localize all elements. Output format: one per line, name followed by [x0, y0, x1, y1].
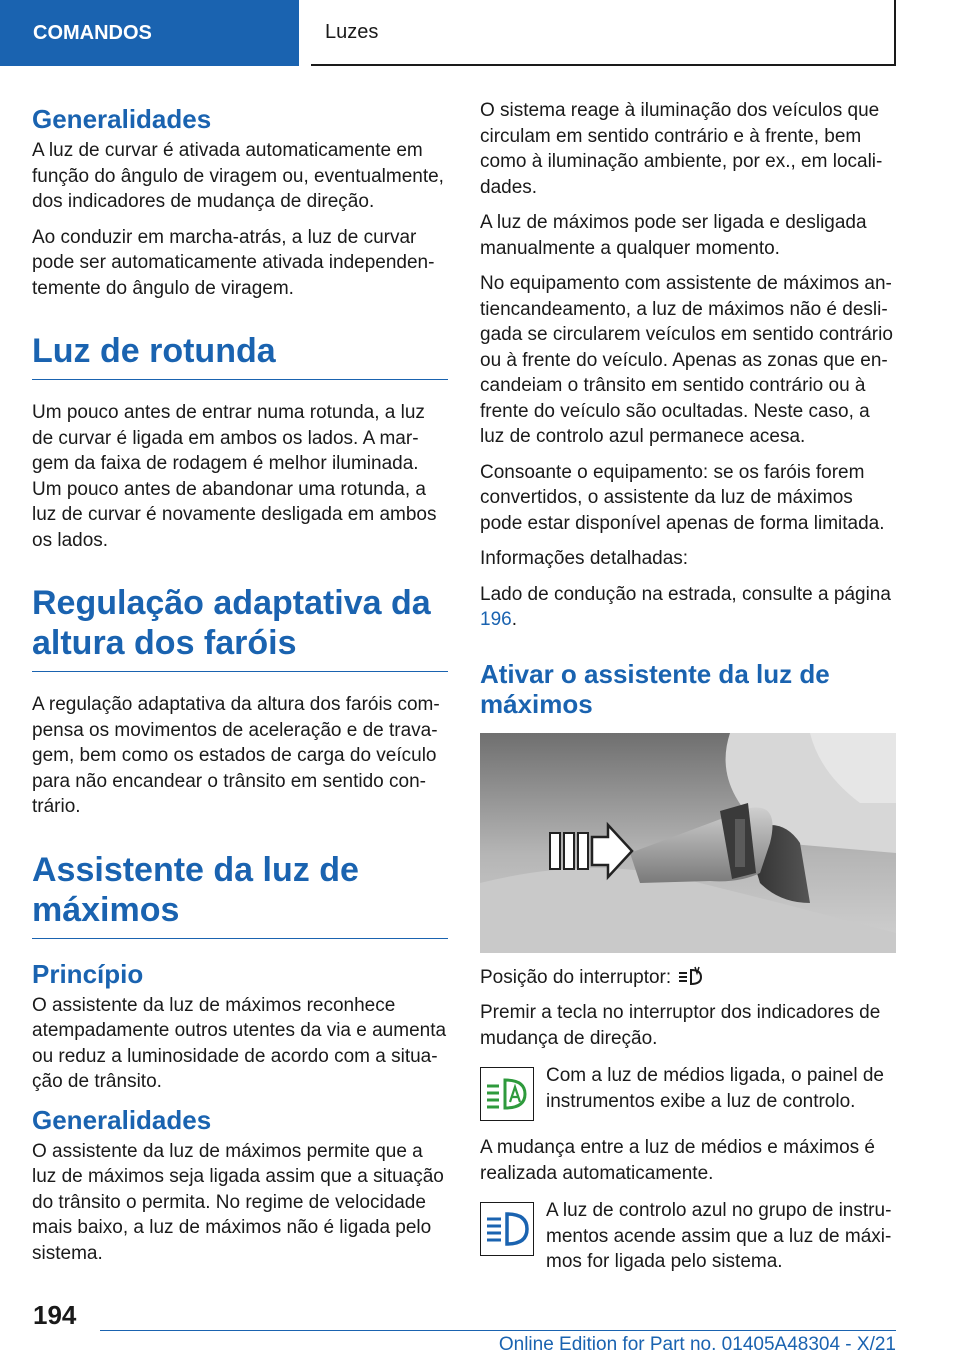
posicao-label: Posição do interruptor:: [480, 966, 672, 988]
heading-assistente-luz-maximos: Assistente da luz de máximos: [32, 850, 448, 939]
note-blue-text: A luz de controlo azul no grupo de instrumentos acende assim que a luz de máximos for ligada pelo sistema.: [546, 1200, 892, 1272]
heading-luz-de-rotunda: Luz de rotunda: [32, 331, 448, 380]
heading-principio: Princípio: [32, 958, 144, 989]
right-column: [480, 98, 896, 1289]
paragraph-premir: Premir a tecla no interruptor dos indicadores de mudança de direção.: [480, 1002, 881, 1049]
paragraph-generalidades-2: O assistente da luz de máximos permite que a luz de máximos seja ligada assim que a situação do trânsito o permita. No regime de velocidade mais baixo, a luz de máximos não é ligada pelo sistema.: [32, 1140, 444, 1264]
left-column: [32, 98, 448, 1276]
paragraph-generalidades-1b: Ao conduzir em marcha-atrás, a luz de curvar pode ser automaticamente ativada independentemente do ângulo de viragem.: [32, 226, 435, 299]
note-green-text: Com a luz de médios ligada, o painel de instrumentos exibe a luz de controlo.: [546, 1065, 884, 1112]
note-blue-indicator: [480, 1198, 896, 1275]
page-reference-link[interactable]: 196: [480, 609, 512, 630]
footer-divider: [100, 1330, 896, 1331]
paragraph-right-4: Consoante o equipamento: se os faróis forem convertidos, o assistente da luz de máximos pode estar disponível apenas de forma limitada.: [480, 461, 885, 534]
header-section-tab: [0, 0, 299, 66]
page-reference-text: Lado de condução na estrada, consulte a página: [480, 583, 891, 605]
heading-generalidades-2: Generalidades: [32, 1104, 212, 1135]
high-beam-assistant-switch-icon: [677, 966, 705, 988]
header-section-label: COMANDOS: [33, 21, 152, 44]
paragraph-right-5: Informações detalhadas:: [480, 548, 689, 569]
footer-edition-text: Online Edition for Part no. 01405A48304 - X/21: [498, 1334, 896, 1355]
paragraph-right-6: [480, 582, 896, 633]
note-green-indicator: [480, 1063, 896, 1121]
paragraph-principio: O assistente da luz de máximos reconhece atempadamente outros utentes da via e aumenta ou reduz a luminosidade de acordo com a situação de trânsito.: [32, 994, 447, 1092]
header-chapter-label: Luzes: [325, 20, 379, 43]
heading-generalidades-1: Generalidades: [32, 104, 212, 134]
turn-signal-stalk-photo: [480, 733, 896, 953]
paragraph-regulacao: A regulação adaptativa da altura dos faróis compensa os movimentos de aceleração e de travagem, bem como os estados de carga do veículo para não encandear o trânsito em sentido contrário.: [32, 694, 440, 817]
paragraph-rotunda: Um pouco antes de entrar numa rotunda, a luz de curvar é ligada em ambos os lados. A margem da faixa de rodagem é melhor iluminada. Um pouco antes de abandonar uma rotunda, a luz de curvar é novamente desligada em ambos os lados.: [32, 402, 437, 551]
paragraph-right-2: A luz de máximos pode ser ligada e desligada manualmente a qualquer momento.: [480, 212, 867, 259]
paragraph-right-1: O sistema reage à iluminação dos veículos que circulam em sentido contrário e à frente, bem como à iluminação ambiente, por ex., em localidades.: [480, 100, 883, 198]
header-chapter-tab: [311, 0, 896, 66]
heading-ativar-assistente: Ativar o assistente da luz de máximos: [480, 658, 830, 719]
paragraph-generalidades-1a: A luz de curvar é ativada automaticamente em função do ângulo de viragem ou, eventualmente, dos indicadores de mudança de direção.: [32, 140, 444, 212]
heading-regulacao-adaptativa: Regulação adaptativa da altura dos faróis: [32, 583, 448, 672]
paragraph-mudanca: A mudança entre a luz de médios e máximos é realizada automaticamente.: [480, 1137, 875, 1184]
paragraph-posicao-interruptor: [480, 965, 896, 991]
page-number: 194: [33, 1300, 77, 1330]
page-reference-end: .: [511, 609, 517, 630]
paragraph-right-3: No equipamento com assistente de máximos antiencandeamento, a luz de máximos não é desligada se circularem veículos em sentido contrário ou à frente do veículo. Apenas as zonas que encandeiam o trânsito em sentido contrário ou à frente do veículo são ocultadas. Neste caso, a luz de controlo azul permanece acesa.: [480, 273, 893, 447]
high-beam-assistant-green-indicator-icon: [480, 1067, 534, 1121]
high-beam-blue-indicator-icon: [480, 1202, 534, 1256]
